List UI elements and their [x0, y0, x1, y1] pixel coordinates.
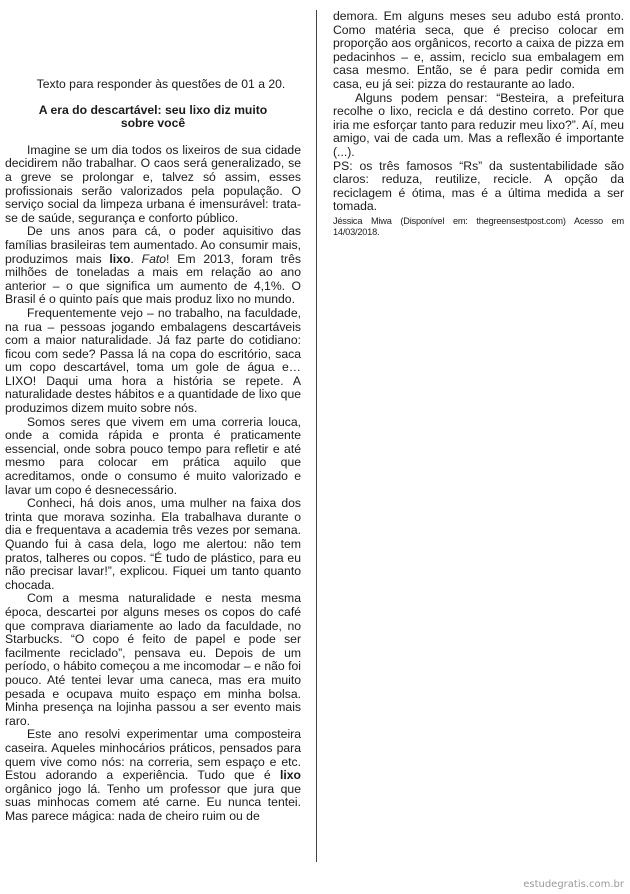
paragraph-2: De uns anos para cá, o poder aquisitivo das famílias brasileiras tem aumentado. Ao consumir mais, produzimos mais lixo. Fato! Em 2013, foram três milhões de toneladas a mais em relação ao ano anterior – o que significa um aumento de 4,1%. O Brasil é o quinto país que mais produz lixo no mundo. [5, 224, 301, 307]
right-column [333, 10, 624, 238]
paragraph-5: Conheci, há dois anos, uma mulher na faixa dos trinta que morava sozinha. Ela trabalhava durante o dia e frequentava a academia três vezes por semana. Quando fui à casa dela, logo me alertou: não tem pratos, talheres ou copos. “É tudo de plástico, para eu não precisar lavar!”, explicou. Fiquei um tanto quanto chocada. [5, 496, 301, 592]
paragraph-4: Somos seres que vivem em uma correria louca, onde a comida rápida e pronta é praticamente essencial, onde sobra pouco tempo para refletir e até mesmo para colocar em prática aquilo que acreditamos, onde o consumo é muito valorizado e lavar um copo é desnecessário. [5, 414, 301, 497]
intro-text: Texto para responder às questões de 01 a 20. [36, 77, 286, 91]
paragraph-6: Com a mesma naturalidade e nesta mesma época, descartei por alguns meses os copos do café que comprava diariamente ao lado da faculdade, no Starbucks. “O copo é feito de papel e pode ser facilmente reciclado”, pensava eu. Depois de um período, o hábito começou a me incomodar – e não foi pouco. Até tentei levar uma caneca, mas era muito pesada e ocupava muito espaço em minha bolsa. Minha presença na lojinha passou a ser evento mais raro. [5, 591, 301, 728]
article-title: A era do descartável: seu lixo diz muito sobre você [38, 102, 268, 131]
postscript: PS: os três famosos “Rs” da sustentabilidade são claros: reduza, reutilize, recicle. A opção da reciclagem é ótima, mas é a última medida a ser tomada. [333, 158, 624, 214]
paragraph-3: Frequentemente vejo – no trabalho, na faculdade, na rua – pessoas jogando embalagens descartáveis com a maior naturalidade. Já faz parte do cotidiano: ficou com sede? Passa lá na copa do escritório, saca um copo descartável, toma um gole de água e… LIXO! Daqui uma hora a história se repete. A naturalidade destes hábitos e a quantidade de lixo que produzimos dizem muito sobre nós. [5, 305, 301, 416]
paragraph-7: Este ano resolvi experimentar uma composteira caseira. Aqueles minhocários práticos, pensados para quem vive como nós: na correria, sem espaço e etc. Estou adorando a experiência. Tudo que é lixo orgânico jogo lá. Tenho um professor que jura que suas minhocas comem até carne. Eu nunca tentei. Mas parece mágica: nada de cheiro ruim ou de [5, 727, 301, 823]
column-divider [316, 10, 317, 862]
paragraph-1: Imagine se um dia todos os lixeiros de sua cidade decidirem não trabalhar. O caos será generalizado, se a greve se prolongar e, talvez só assim, esses profissionais serão valorizados pela população. O serviço social da limpeza urbana é imensurável: trata-se de saúde, segurança e conforto público. [5, 142, 301, 225]
paragraph-8: Alguns podem pensar: “Besteira, a prefeitura recolhe o lixo, recicla e dá destino correto. Por que iria me esforçar tanto para reduzir meu lixo?”. Aí, meu amigo, vai de cada um. Mas a reflexão é importante (...). [333, 90, 624, 159]
paragraph-continuation: demora. Em alguns meses seu adubo está pronto. Como matéria seca, que é preciso colocar em proporção aos orgânicos, recorto a caixa de pizza em pedacinhos – e, assim, reciclo sua embalagem em casa mesmo. Então, se é para pedir comida em casa, eu já sei: pizza do restaurante ao lado. [333, 9, 624, 91]
left-column [5, 0, 301, 823]
watermark: estudegratis.com.br [523, 879, 624, 890]
source-citation: Jéssica Miwa (Disponível em: thegreensestpost.com) Acesso em 14/03/2018. [333, 215, 624, 237]
